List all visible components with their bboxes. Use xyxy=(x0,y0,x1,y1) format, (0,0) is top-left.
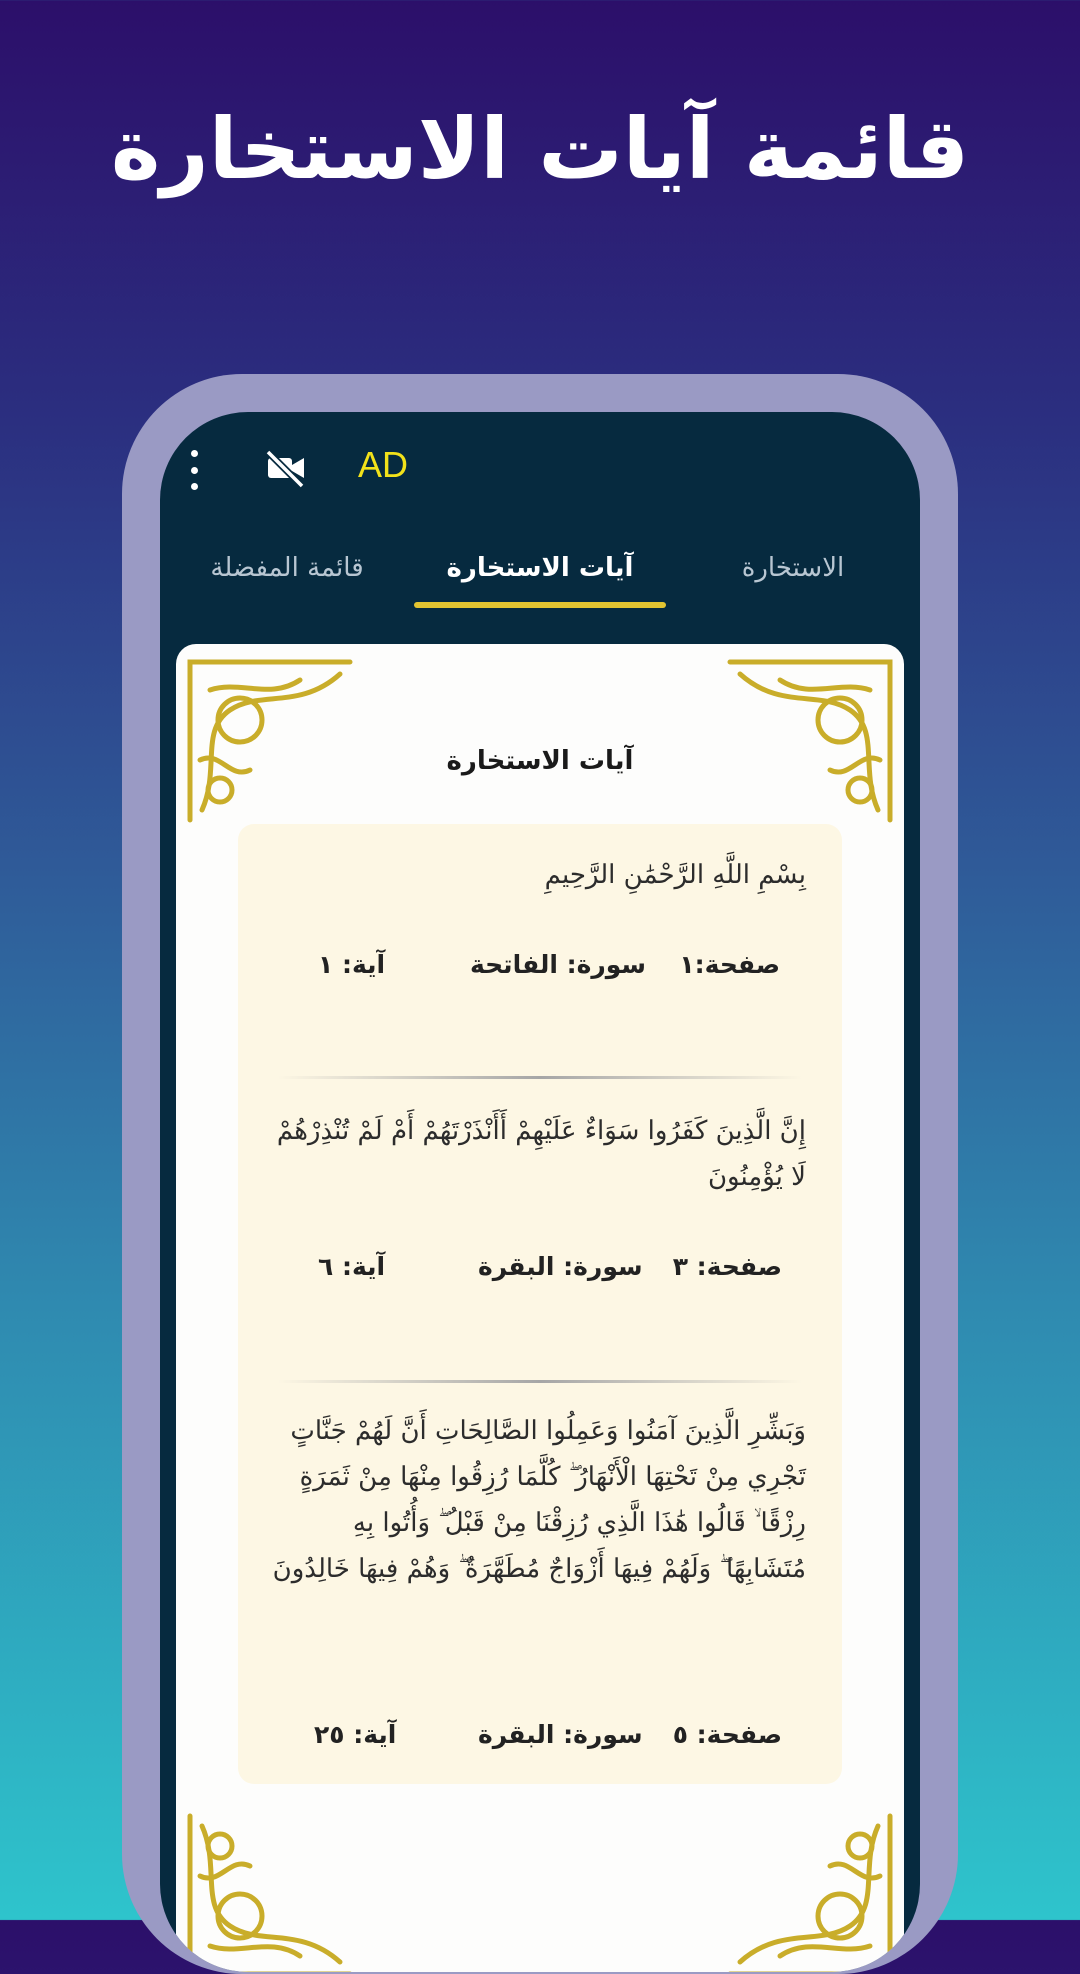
calligraphy-ornament-icon xyxy=(720,650,900,830)
calligraphy-ornament-icon xyxy=(720,1806,900,1972)
verse-surah: سورة: البقرة xyxy=(478,1252,643,1281)
divider xyxy=(278,1380,802,1383)
verse-ayah: آية: ٢٥ xyxy=(314,1720,397,1749)
app-screen xyxy=(160,412,920,1972)
tab-favorites[interactable]: قائمة المفضلة xyxy=(210,553,364,583)
verse-page: صفحة: ٥ xyxy=(672,1720,782,1749)
verse-meta xyxy=(238,950,842,990)
verse-meta xyxy=(238,1252,842,1292)
verses-card xyxy=(176,644,904,1972)
calligraphy-ornament-icon xyxy=(180,650,360,830)
verse-meta xyxy=(238,1720,842,1760)
verse-ayah: آية: ١ xyxy=(318,950,386,979)
tab-bar xyxy=(160,538,920,622)
verse-text: وَبَشِّرِ الَّذِينَ آمَنُوا وَعَمِلُوا الصَّالِحَاتِ أَنَّ لَهُمْ جَنَّاتٍ تَجْرِي مِنْ تَحْتِهَا الْأَنْهَارُ ۖ كُلَّمَا رُزِقُوا مِنْهَا مِنْ ثَمَرَةٍ رِزْقًا ۙ قَالُوا هَٰذَا الَّذِي رُزِقْنَا مِنْ قَبْلُ ۖ وَأُتُوا بِهِ مُتَشَابِهًا ۖ وَلَهُمْ فِيهَا أَزْوَاجٌ مُطَهَّرَةٌ ۖ وَهُمْ فِيهَا خَالِدُونَ xyxy=(272,1416,806,1584)
more-vert-icon[interactable] xyxy=(184,450,204,490)
divider xyxy=(278,1076,802,1079)
verse-text: إِنَّ الَّذِينَ كَفَرُوا سَوَاءٌ عَلَيْهِمْ أَأَنْذَرْتَهُمْ أَمْ لَمْ تُنْذِرْهُمْ لَا يُؤْمِنُونَ xyxy=(276,1116,806,1192)
tab-istikhara-verses[interactable]: آيات الاستخارة xyxy=(446,553,634,583)
card-title: آيات الاستخارة xyxy=(446,746,634,776)
videocam-off-icon[interactable] xyxy=(264,448,308,488)
verse-page: صفحة: ٣ xyxy=(672,1252,782,1281)
active-tab-indicator xyxy=(414,602,666,608)
calligraphy-ornament-icon xyxy=(180,1806,360,1972)
ad-button[interactable]: AD xyxy=(358,444,409,485)
verse-surah: سورة: الفاتحة xyxy=(470,950,647,979)
verse-page: صفحة:١ xyxy=(679,950,780,979)
verse-surah: سورة: البقرة xyxy=(478,1720,643,1749)
tab-istikhara[interactable]: الاستخارة xyxy=(741,553,845,583)
app-bar xyxy=(160,412,920,522)
promo-title: قائمة آيات الاستخارة xyxy=(110,100,970,198)
verse-text: بِسْمِ اللَّهِ الرَّحْمَٰنِ الرَّحِيمِ xyxy=(544,860,806,890)
verses-list xyxy=(238,824,842,1784)
verse-ayah: آية: ٦ xyxy=(318,1252,386,1281)
